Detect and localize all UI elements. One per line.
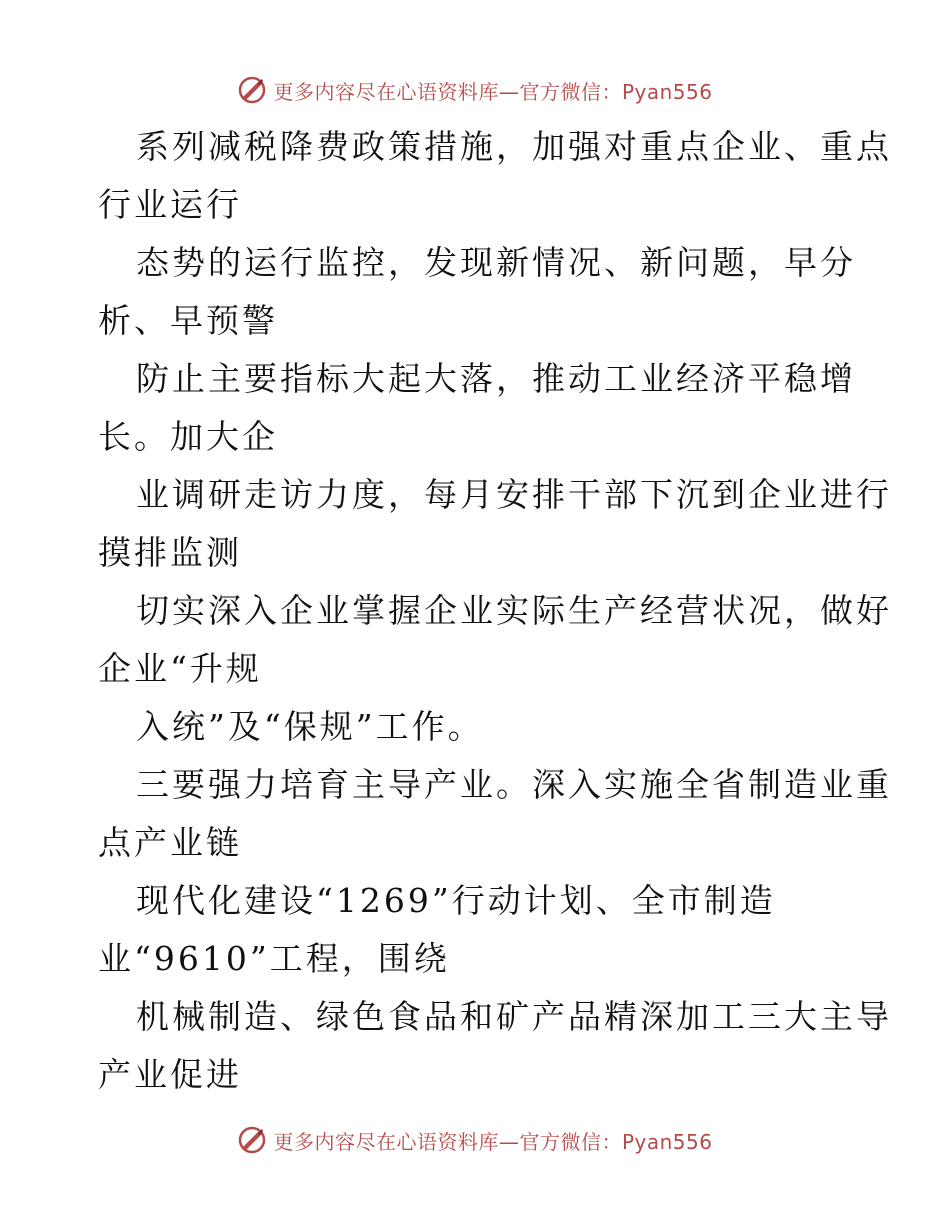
text-line: 系列减税降费政策措施，加强对重点企业、重点 [136, 127, 892, 166]
text-line: 业调研走访力度，每月安排干部下沉到企业进行 [136, 475, 892, 514]
text-line: 机械制造、绿色食品和矿产品精深加工三大主导 [136, 997, 892, 1036]
text-line: 态势的运行监控，发现新情况、新问题，早分 [136, 243, 856, 282]
text-line: 业“9610”工程，围绕 [98, 939, 450, 978]
footer-watermark [0, 1120, 950, 1160]
text-line: 点产业链 [98, 823, 242, 862]
watermark-text: 更多内容尽在心语资料库—官方微信：Pyan556 [273, 1129, 713, 1154]
text-line: 析、早预警 [98, 301, 278, 340]
text-line: 长。加大企 [98, 417, 278, 456]
quill-pen-logo-icon [237, 75, 267, 105]
text-line: 摸排监测 [98, 533, 242, 572]
text-line: 行业运行 [98, 185, 242, 224]
text-line: 产业促进 [98, 1055, 242, 1094]
watermark-text: 更多内容尽在心语资料库—官方微信：Pyan556 [273, 79, 713, 104]
header-watermark [0, 70, 950, 110]
text-line: 三要强力培育主导产业。深入实施全省制造业重 [136, 765, 892, 804]
text-line: 入统”及“保规”工作。 [136, 707, 484, 746]
document-body [98, 118, 892, 1104]
text-line: 企业“升规 [98, 649, 262, 688]
text-line: 现代化建设“1269”行动计划、全市制造 [136, 881, 776, 920]
quill-pen-logo-icon [237, 1125, 267, 1155]
text-line: 切实深入企业掌握企业实际生产经营状况，做好 [136, 591, 892, 630]
text-line: 防止主要指标大起大落，推动工业经济平稳增 [136, 359, 856, 398]
